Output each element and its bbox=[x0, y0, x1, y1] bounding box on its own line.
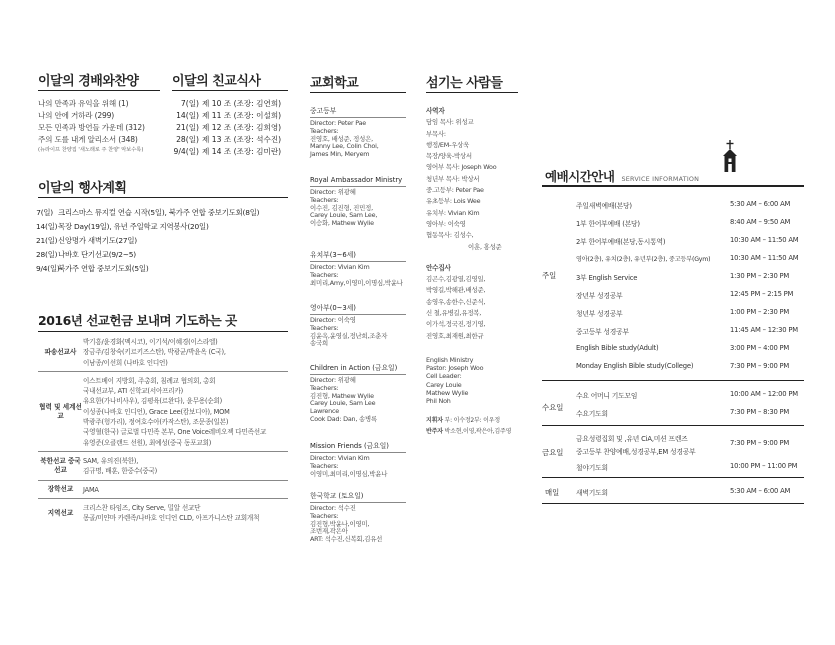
school-line: 진영호, 배성준, 정성은, bbox=[310, 134, 373, 143]
service-name: English Bible study(Adult) bbox=[576, 344, 659, 352]
school-line: Lawrence bbox=[310, 407, 340, 416]
hymn-item: 모든 민족과 방언들 가운데 (312) bbox=[38, 123, 145, 132]
mission-content bbox=[83, 503, 288, 524]
school-line: 최미리,Amy,이영미,이명심,박윤나 bbox=[310, 278, 403, 287]
missions-title-rule bbox=[38, 331, 288, 332]
service-name: 수요기도회 bbox=[576, 410, 608, 418]
event-text: 북가주 연합 중보기도회(5일) bbox=[58, 264, 149, 274]
school-block-title: 중고등부 bbox=[310, 107, 337, 115]
english-line: Carey Louie bbox=[426, 380, 462, 389]
english-line: Phil Noh bbox=[426, 396, 451, 405]
school-line: Director: Vivian Kim bbox=[310, 454, 370, 462]
school-block-title: Royal Ambassador Ministry bbox=[310, 176, 403, 184]
service-day: 금요일 bbox=[542, 448, 564, 457]
service-time: 11:45 AM – 12:30 PM bbox=[730, 326, 798, 334]
school-title-rule bbox=[310, 92, 406, 93]
mission-line: 박광주(헝가리), 정여호수아(카작스탄), 조문종(일본) bbox=[83, 418, 229, 427]
event-row bbox=[36, 262, 259, 276]
mission-line: 이성종(나바호 인디언), Grace Lee(캄보디아), MOM bbox=[83, 407, 230, 416]
deacons-heading: 안수집사 bbox=[426, 263, 451, 272]
school-title: 교회학교 bbox=[310, 76, 359, 91]
mission-row bbox=[38, 481, 288, 498]
service-day: 주일 bbox=[542, 271, 557, 280]
hymn-item: 나의 안에 거하라 (299) bbox=[38, 111, 115, 120]
english-line: English Ministry bbox=[426, 355, 474, 364]
hymn-note: (뉴라이프 찬양집 '새노래로 주 찬양' 악보수록) bbox=[38, 147, 144, 153]
hymns-title-rule bbox=[38, 90, 160, 91]
school-line: 김진형,박윤나,이영미, bbox=[310, 519, 370, 528]
school-line: Carey Louie, Sam Lee, bbox=[310, 211, 378, 220]
staff-line: 유초등부: Lois Wee bbox=[426, 197, 481, 206]
mission-label: 협력 및 세계선교 bbox=[39, 402, 82, 420]
mission-row bbox=[38, 452, 288, 480]
deacon-line: 송영우,송한수,신준식, bbox=[426, 297, 486, 306]
school-block bbox=[310, 364, 406, 424]
service-name: 중고등부 찬양예배,성경공부,EM 성경공부 bbox=[576, 448, 696, 456]
deacon-line: 김곤수,김광열,김영일, bbox=[426, 275, 486, 284]
school-line: Teachers: bbox=[310, 461, 339, 470]
communion-row bbox=[172, 146, 281, 158]
school-line: Cook Dad: Dan, 송병록 bbox=[310, 414, 377, 423]
service-name: 철야기도회 bbox=[576, 464, 608, 472]
school-line: Teachers: bbox=[310, 195, 339, 204]
service-name: 금요성령집회 및 ,유년 CiA,미션 프렌즈 bbox=[576, 435, 688, 443]
school-block-rule bbox=[310, 261, 406, 262]
service-day: 매일 bbox=[545, 488, 560, 497]
service-title: 예배시간안내 bbox=[545, 169, 615, 184]
hymns-list bbox=[38, 98, 145, 153]
serve-title: 섬기는 사람들 bbox=[426, 76, 503, 91]
communion-text: 제 13 조 (조장: 석수진) bbox=[202, 135, 282, 144]
service-name: 중고등부 성경공부 bbox=[576, 328, 629, 336]
school-line: Director: Peter Pae bbox=[310, 119, 367, 127]
school-block-rule bbox=[310, 186, 406, 187]
staff-line: 협동목사: 김성수, bbox=[426, 231, 474, 240]
event-date: 21(일) bbox=[36, 236, 58, 246]
communion-text: 제 11 조 (조장: 이설희) bbox=[202, 111, 282, 120]
mission-row bbox=[38, 372, 288, 451]
school-line: James Min, Meryem bbox=[310, 150, 370, 159]
conductor-names: 부: 이수정2부: 이우정 bbox=[444, 417, 500, 425]
mission-line: 유요한(가나비사우), 김평육(르완다), 윤무용(순회) bbox=[83, 397, 223, 406]
communion-text: 제 14 조 (조장: 김미란) bbox=[202, 147, 282, 156]
communion-date: 9/4(일) bbox=[173, 147, 199, 156]
service-time: 10:30 AM – 11:50 AM bbox=[730, 254, 799, 262]
school-line: Carey Louie, Sam Lee bbox=[310, 399, 376, 408]
school-block-rule bbox=[310, 314, 406, 315]
event-row bbox=[36, 248, 259, 262]
hymn-item: 나의 만족과 유익을 위해 (1) bbox=[38, 99, 129, 108]
mission-line: JAMA bbox=[83, 485, 99, 494]
service-time: 3:00 PM – 4:00 PM bbox=[730, 344, 790, 352]
mission-label: 북한선교 중국선교 bbox=[40, 457, 81, 475]
staff-line: 이훈, 홍성준 bbox=[468, 242, 502, 251]
service-day: 수요일 bbox=[542, 403, 564, 412]
school-block-title: Mission Friends (금요일) bbox=[310, 442, 389, 450]
event-date: 7(일) bbox=[36, 208, 53, 217]
school-block bbox=[310, 251, 406, 287]
english-line: Mathew Wylie bbox=[426, 388, 469, 397]
english-line: Cell Leader: bbox=[426, 372, 462, 381]
service-name: 청년부 성경공부 bbox=[576, 310, 623, 318]
mission-line: 장금주/김창숙(키르키즈스탄), 박광균/박윤옥 (C국), bbox=[83, 348, 226, 357]
mission-content bbox=[83, 485, 288, 495]
service-time: 10:00 PM – 11:00 PM bbox=[730, 462, 798, 470]
communion-row bbox=[172, 134, 281, 146]
mission-content bbox=[83, 376, 288, 448]
school-line: Teachers: bbox=[310, 270, 339, 279]
mission-line: 크리스찬 타임즈, City Serve, 밀알 선교단 bbox=[83, 503, 201, 512]
school-line: Manny Lee, Colin Choi, bbox=[310, 142, 379, 151]
service-time: 7:30 PM – 9:00 PM bbox=[730, 362, 790, 370]
service-subtitle: SERVICE INFORMATION bbox=[621, 175, 700, 183]
school-block-title: 한국학교 (토요일) bbox=[310, 492, 364, 500]
accompanist-names: 박소현,이영,곽은아,김주영 bbox=[444, 428, 512, 436]
school-line: 송국희 bbox=[310, 339, 328, 348]
mission-line: 이스트베이 지방회, 주총회, 침례교 협의회, 총회 bbox=[83, 376, 216, 385]
mission-label: 파송선교사 bbox=[44, 347, 77, 356]
school-line: Director: 위광혜 bbox=[310, 376, 356, 384]
communion-date: 28(일) bbox=[176, 135, 199, 144]
mission-line: 국영혈(한국) 글로벌 다민족 본부, One Voice레비오젝 다민족선교 bbox=[83, 428, 267, 437]
events-list bbox=[36, 206, 259, 276]
school-block bbox=[310, 492, 406, 544]
staff-line: 행정/EM-우상욱 bbox=[426, 140, 470, 149]
hymn-item: 주의 도를 내게 알리소서 (348) bbox=[38, 135, 138, 144]
service-time: 1:30 PM – 2:30 PM bbox=[730, 272, 790, 280]
deacon-line: 진영호,최재원,최한규 bbox=[426, 331, 484, 340]
school-line: 조번재,곽은아 bbox=[310, 527, 348, 536]
service-name: 주일새벽예배(본당) bbox=[576, 202, 632, 210]
events-title: 이달의 행사계획 bbox=[38, 181, 127, 196]
service-group-divider bbox=[542, 425, 804, 426]
communion-date: 14(일) bbox=[176, 111, 199, 120]
english-line: Pastor: Joseph Woo bbox=[426, 364, 484, 373]
school-line: Teachers: bbox=[310, 511, 339, 520]
school-line: Teachers: bbox=[310, 323, 339, 332]
school-line: Director: 이숙영 bbox=[310, 316, 356, 324]
service-name: 수요 어머니 기도모임 bbox=[576, 392, 638, 400]
mission-row bbox=[38, 499, 288, 527]
school-line: 김진형, Mathew Wylie bbox=[310, 391, 374, 400]
mission-line: SAM, 유의진(북한), bbox=[83, 456, 139, 465]
mission-line: 이남종/이선희 (나바호 인디언) bbox=[83, 358, 168, 367]
communion-date: 7(일) bbox=[180, 99, 199, 108]
events-title-rule bbox=[38, 197, 288, 198]
communion-date: 21(일) bbox=[176, 123, 199, 132]
school-block-rule bbox=[310, 374, 406, 375]
event-date: 9/4(일) bbox=[36, 264, 60, 274]
event-date: 28(일) bbox=[36, 250, 58, 260]
serve-title-rule bbox=[426, 92, 518, 93]
mission-content bbox=[83, 456, 288, 477]
church-icon bbox=[718, 140, 742, 176]
service-group-divider bbox=[542, 477, 804, 478]
deacon-line: 박영길,박해관,배성준, bbox=[426, 286, 486, 295]
communion-title-rule bbox=[172, 90, 288, 91]
staff-heading: 사역자 bbox=[426, 107, 445, 115]
staff-line: 목장/양육-박상서 bbox=[426, 152, 472, 161]
school-block bbox=[310, 107, 406, 159]
event-row bbox=[36, 206, 259, 220]
staff-line: 영아부: 이숙영 bbox=[426, 219, 466, 228]
mission-line: 박기흥/윤경화(멕시코), 이기석/이혜경(이스라엘) bbox=[83, 338, 218, 346]
school-line: 김윤옥,윤영실,정난희,조춘자 bbox=[310, 331, 388, 340]
school-line: Teachers: bbox=[310, 126, 339, 135]
school-block-title: 유치부(3~6세) bbox=[310, 251, 356, 259]
communion-row bbox=[172, 122, 281, 134]
service-time: 12:45 PM – 2:15 PM bbox=[730, 290, 794, 298]
communion-text: 제 12 조 (조장: 김희영) bbox=[202, 123, 282, 132]
event-text: 목장 Day(19일), 유년 주일학교 지역봉사(20일) bbox=[58, 222, 209, 232]
school-line: Director: 석수진 bbox=[310, 504, 356, 512]
communion-row bbox=[172, 110, 281, 122]
school-block bbox=[310, 442, 406, 478]
service-name: 영아(2층), 유치(2층), 유년부(2층), 중고등부(Gym) bbox=[576, 256, 711, 263]
conductor-line bbox=[426, 415, 511, 426]
missions-title: 2016년 선교헌금 보내며 기도하는 곳 bbox=[38, 313, 237, 328]
mission-line: 몽골/미얀마 카렌족/나바호 인디언 CLD, 아프가니스탄 교회개척 bbox=[83, 514, 260, 523]
communion-text: 제 10 조 (조장: 김연희) bbox=[202, 99, 282, 108]
event-text: 나바호 단기선교(9/2~5) bbox=[58, 250, 136, 260]
service-time: 7:30 PM – 9:00 PM bbox=[730, 439, 790, 447]
missions-table bbox=[38, 333, 288, 526]
service-time: 8:40 AM – 9:50 AM bbox=[730, 218, 791, 226]
hymns-title: 이달의 경배와찬양 bbox=[38, 74, 139, 89]
event-text: 신앙명가 새벽기도(27일) bbox=[58, 236, 137, 246]
event-text: 크리스마스 뮤지컬 연습 시작(5일), 북가주 연합 중보기도회(8일) bbox=[58, 208, 260, 217]
english-ministry bbox=[426, 356, 511, 405]
school-block-rule bbox=[310, 117, 406, 118]
school-block bbox=[310, 176, 406, 228]
service-table-bottom-rule bbox=[542, 503, 804, 504]
service-table bbox=[542, 197, 804, 507]
service-time: 1:00 PM – 2:30 PM bbox=[730, 308, 790, 316]
service-time: 5:30 AM – 6:00 AM bbox=[730, 487, 791, 495]
service-time: 7:30 PM – 8:30 PM bbox=[730, 408, 790, 416]
conductor-label: 지휘자 bbox=[426, 417, 443, 425]
service-title-wrap bbox=[545, 166, 699, 185]
school-line: ART: 석수진,신복회,김유선 bbox=[310, 535, 383, 544]
service-time: 10:30 AM – 11:50 AM bbox=[730, 236, 799, 244]
school-line: 이수진, 김진형, 진민정, bbox=[310, 203, 373, 212]
service-title-rule bbox=[542, 185, 804, 187]
school-block-rule bbox=[310, 452, 406, 453]
school-line: Teachers: bbox=[310, 383, 339, 392]
school-line: 이승화, Mathew Wylie bbox=[310, 219, 374, 228]
communion-title: 이달의 친교식사 bbox=[172, 74, 261, 89]
service-time: 10:00 AM – 12:00 PM bbox=[730, 390, 798, 398]
staff-line: 부목사: bbox=[426, 129, 446, 138]
staff-line: 유치부: Vivian Kim bbox=[426, 208, 480, 217]
service-time: 5:30 AM – 6:00 AM bbox=[730, 200, 791, 208]
deacon-line: 신 철,유병길,유정복, bbox=[426, 309, 482, 318]
service-name: 2부 한어부예배(본당,동시통역) bbox=[576, 238, 666, 246]
mission-row bbox=[38, 333, 288, 371]
school-line: Director: Vivian Kim bbox=[310, 263, 370, 271]
accompanist-label: 반주자 bbox=[426, 428, 443, 436]
school-block-title: Children in Action (금요일) bbox=[310, 364, 398, 372]
service-name: 1부 한어부예배 (본당) bbox=[576, 220, 640, 228]
service-name: 새벽기도회 bbox=[576, 489, 608, 497]
school-line: 이영미,최미리,이명심,박윤나 bbox=[310, 469, 388, 478]
staff-line: 담임 목사: 위성교 bbox=[426, 118, 474, 127]
mission-line: 김규명, 배훈, 한중수(중국) bbox=[83, 467, 158, 476]
communion-list bbox=[172, 98, 281, 158]
event-date: 14(일) bbox=[36, 222, 58, 232]
mission-line: 유영준(오클랜드 선원), 최예성(중국 동포교회) bbox=[83, 438, 212, 447]
communion-row bbox=[172, 98, 281, 110]
event-row bbox=[36, 234, 259, 248]
service-group-divider bbox=[542, 380, 804, 381]
mission-line: 국내선교부, ATI 신학교(서아프리카) bbox=[83, 387, 184, 396]
school-line: Director: 위광혜 bbox=[310, 188, 356, 196]
event-row bbox=[36, 220, 259, 234]
staff-line: 영어부 목사: Joseph Woo bbox=[426, 163, 497, 172]
accompanist-line bbox=[426, 426, 511, 437]
school-block-title: 영아부(0~3세) bbox=[310, 304, 356, 312]
serve-list bbox=[426, 100, 511, 438]
school-block bbox=[310, 304, 406, 348]
service-name: 3부 English Service bbox=[576, 274, 638, 282]
service-name: Monday English Bible study(College) bbox=[576, 362, 694, 370]
mission-content bbox=[83, 337, 288, 368]
mission-label: 지역선교 bbox=[47, 508, 74, 517]
staff-line: 청년부 목사: 박상서 bbox=[426, 174, 480, 183]
mission-label: 장학선교 bbox=[47, 485, 74, 494]
service-name: 장년부 성경공부 bbox=[576, 292, 623, 300]
deacon-line: 이가석,정국진,정기영, bbox=[426, 320, 486, 329]
staff-line: 중.고등부: Peter Pae bbox=[426, 186, 484, 195]
school-block-rule bbox=[310, 502, 406, 503]
